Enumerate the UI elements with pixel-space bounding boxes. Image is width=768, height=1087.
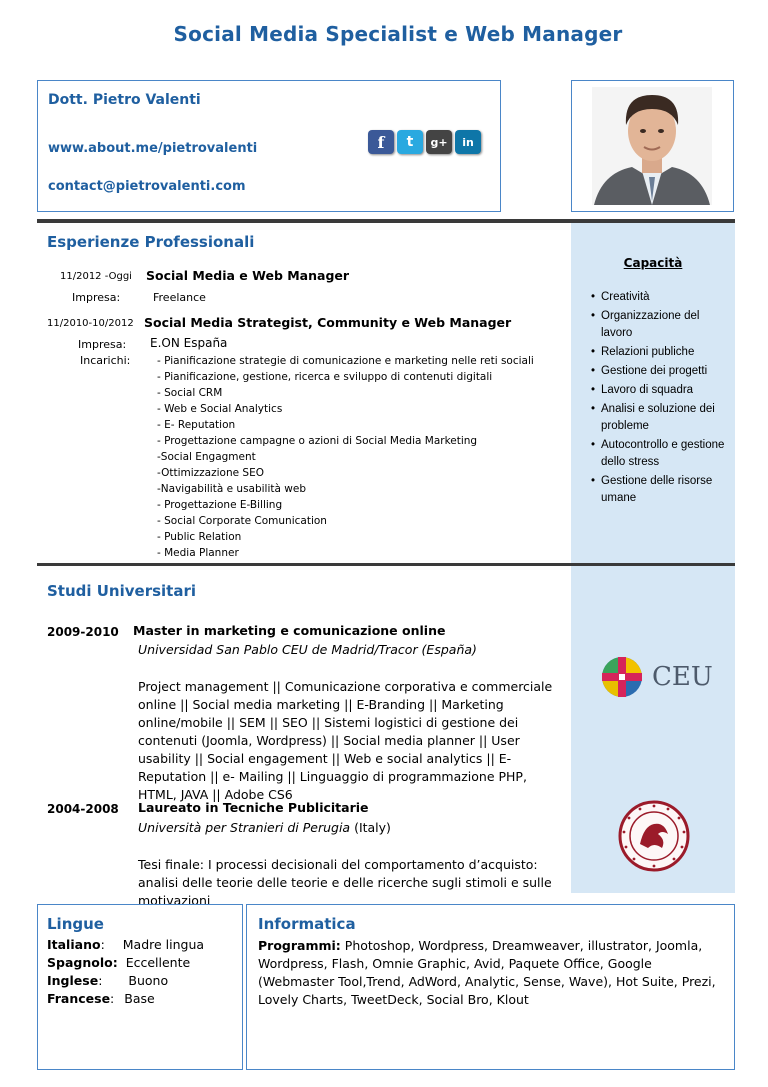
language-level: Base [124, 991, 155, 1006]
skill-item: • Lavoro di squadra [589, 382, 729, 399]
candidate-name: Dott. Pietro Valenti [48, 92, 201, 108]
email-link[interactable]: contact@pietrovalenti.com [48, 179, 246, 194]
language-level: Eccellente [125, 955, 191, 970]
job1-company: Freelance [153, 291, 206, 304]
job2-role: Social Media Strategist, Community e Web Manager [144, 315, 512, 330]
language-level: Buono [128, 973, 169, 988]
laurea-university: Università per Stranieri di Perugia [138, 820, 351, 835]
task-item: - Pianificazione, gestione, ricerca e sviluppo di contenuti digitali [157, 371, 493, 383]
informatica-text [258, 937, 724, 1009]
perugia-seal [618, 800, 690, 876]
google-plus-icon[interactable]: g+ [426, 130, 452, 154]
master-degree: Master in marketing e comunicazione online [133, 623, 446, 638]
job1-company-label: Impresa: [72, 291, 121, 304]
job2-dates: 11/2010-10/2012 [47, 318, 134, 329]
language-row [47, 973, 168, 988]
facebook-icon[interactable]: f [368, 130, 394, 154]
master-university: Universidad San Pablo CEU de Madrid/Tracor (España) [138, 642, 477, 657]
task-item: -Social Engagment [157, 451, 256, 463]
task-list [157, 353, 534, 561]
laurea-degree: Laureato in Tecniche Publicitarie [138, 800, 369, 815]
skill-item: • Relazioni publiche [589, 344, 729, 361]
laurea-university-line [138, 820, 391, 835]
skill-item: • Creatività [589, 289, 729, 306]
skill-item: • Organizzazione del lavoro [589, 308, 729, 342]
laurea-country: (Italy) [354, 820, 391, 835]
task-item: - E- Reputation [157, 419, 236, 431]
programs-list: Photoshop, Wordpress, Dreamweaver, illustrator, Joomla, Wordpress, Flash, Omnie Graphic, Avid, Paquete Office, Google (Webmaster Tool,Trend, AdWord, Analytic, Sense, Wave), Hot Suite, Prezi, Lovely Charts, TweetDeck, Social Bro, Klout [258, 938, 716, 1007]
master-years: 2009-2010 [47, 625, 119, 639]
task-item: -Ottimizzazione SEO [157, 467, 264, 479]
job1-dates: 11/2012 -Oggi [60, 271, 132, 282]
language-sep: : [110, 991, 115, 1006]
page-title: Social Media Specialist e Web Manager [173, 22, 623, 46]
studies-heading: Studi Universitari [47, 582, 197, 600]
ceu-logo [600, 655, 713, 699]
language-name: Inglese [47, 973, 99, 988]
skill-item: • Autocontrollo e gestione dello stress [589, 437, 729, 471]
ceu-logo-text: CEU [652, 662, 713, 692]
laurea-description: Tesi finale: I processi decisionali del comportamento d’acquisto: analisi delle teorie delle teorie e delle ricerche sugli stimoli e sulle motivazioni [138, 857, 552, 908]
profile-photo [572, 81, 733, 211]
ceu-emblem-icon [600, 655, 644, 699]
language-row [47, 937, 204, 952]
job2-company-label: Impresa: [78, 338, 127, 351]
programs-label: Programmi: [258, 938, 341, 953]
task-item: - Media Planner [157, 547, 239, 559]
experience-heading: Esperienze Professionali [47, 233, 255, 251]
master-description: Project management || Comunicazione corporativa e commerciale online || Social media marketing || E-Branding || Marketing online/mobile || SEM || SEO || Sistemi logistici di gestione dei contenuti (Joomla, Wordpress) || Social media planner || User usability || Social engagement || Web e social analytics || E-Reputation || e- Mailing || Linguaggio di programmazione PHP, HTML, JAVA || Adobe CS6 [138, 679, 553, 802]
website-link[interactable]: www.about.me/pietrovalenti [48, 141, 258, 156]
language-sep: : [100, 937, 105, 952]
task-item: - Public Relation [157, 531, 242, 543]
photo-frame [571, 80, 734, 212]
task-item: - Pianificazione strategie di comunicazione e marketing nelle reti sociali [157, 355, 534, 367]
capacita-heading: Capacità [623, 256, 683, 270]
social-icons [368, 130, 481, 154]
informatica-heading: Informatica [258, 915, 356, 933]
language-name: Spagnolo: [47, 955, 118, 970]
language-name: Italiano [47, 937, 101, 952]
university-seal-icon [618, 800, 690, 872]
language-row [47, 991, 155, 1006]
task-item: - Social Corporate Comunication [157, 515, 327, 527]
task-item: - Progettazione campagne o azioni di Social Media Marketing [157, 435, 478, 447]
language-sep: : [98, 973, 103, 988]
language-level: Madre lingua [122, 937, 205, 952]
job1-role: Social Media e Web Manager [146, 268, 350, 283]
skill-item: • Gestione delle risorse umane [589, 473, 729, 507]
task-item: - Progettazione E-Billing [157, 499, 283, 511]
job2-company: E.ON España [150, 336, 228, 350]
task-item: -Navigabilità e usabilità web [157, 483, 306, 495]
task-item: - Web e Social Analytics [157, 403, 283, 415]
job2-tasks-label: Incarichi: [80, 354, 131, 367]
twitter-icon[interactable]: t [397, 130, 423, 154]
language-name: Francese [47, 991, 111, 1006]
laurea-years: 2004-2008 [47, 802, 119, 816]
skill-item: • Gestione dei progetti [589, 363, 729, 380]
skills-list [589, 289, 729, 509]
linkedin-icon[interactable]: in [455, 130, 481, 154]
language-row [47, 955, 190, 970]
languages-heading: Lingue [47, 915, 104, 933]
task-item: - Social CRM [157, 387, 223, 399]
skill-item: • Analisi e soluzione dei probleme [589, 401, 729, 435]
